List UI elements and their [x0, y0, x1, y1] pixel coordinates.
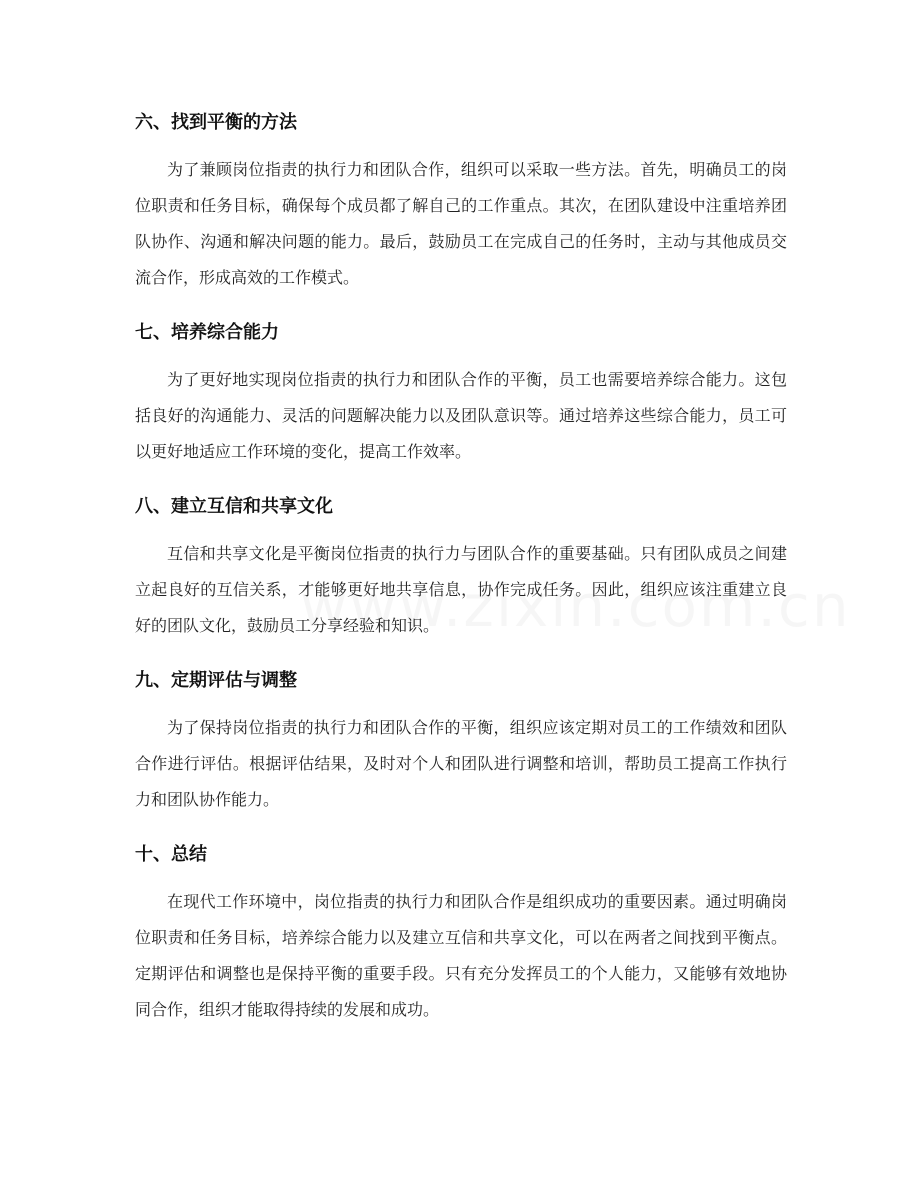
section-heading: 七、培养综合能力 — [135, 322, 279, 343]
section-paragraph: 为了兼顾岗位指责的执行力和团队合作，组织可以采取一些方法。首先，明确员工的岗位职责和任务目标，确保每个成员都了解自己的工作重点。其次，在团队建设中注重培养团队协作、沟通和解决问题的能力。最后，鼓励员工在完成自己的任务时，主动与其他成员交流合作，形成高效的工作模式。 — [135, 160, 787, 287]
section-heading: 十、总结 — [135, 844, 207, 865]
section-paragraph: 在现代工作环境中，岗位指责的执行力和团队合作是组织成功的重要因素。通过明确岗位职责和任务目标，培养综合能力以及建立互信和共享文化，可以在两者之间找到平衡点。定期评估和调整也是保持平衡的重要手段。只有充分发挥员工的个人能力，又能够有效地协同合作，组织才能取得持续的发展和成功。 — [135, 892, 787, 1019]
section-8 — [135, 492, 787, 644]
section-10 — [135, 840, 787, 1028]
section-heading: 六、找到平衡的方法 — [135, 112, 297, 133]
section-paragraph: 为了保持岗位指责的执行力和团队合作的平衡，组织应该定期对员工的工作绩效和团队合作进行评估。根据评估结果，及时对个人和团队进行调整和培训，帮助员工提高工作执行力和团队协作能力。 — [135, 718, 787, 809]
document-content — [135, 108, 787, 1050]
section-9 — [135, 666, 787, 818]
section-heading: 八、建立互信和共享文化 — [135, 496, 333, 517]
section-paragraph: 互信和共享文化是平衡岗位指责的执行力与团队合作的重要基础。只有团队成员之间建立起良好的互信关系，才能够更好地共享信息，协作完成任务。因此，组织应该注重建立良好的团队文化，鼓励员工分享经验和知识。 — [135, 544, 787, 635]
section-paragraph: 为了更好地实现岗位指责的执行力和团队合作的平衡，员工也需要培养综合能力。这包括良好的沟通能力、灵活的问题解决能力以及团队意识等。通过培养这些综合能力，员工可以更好地适应工作环境的变化，提高工作效率。 — [135, 370, 787, 461]
section-6 — [135, 108, 787, 296]
section-7 — [135, 318, 787, 470]
section-heading: 九、定期评估与调整 — [135, 670, 297, 691]
